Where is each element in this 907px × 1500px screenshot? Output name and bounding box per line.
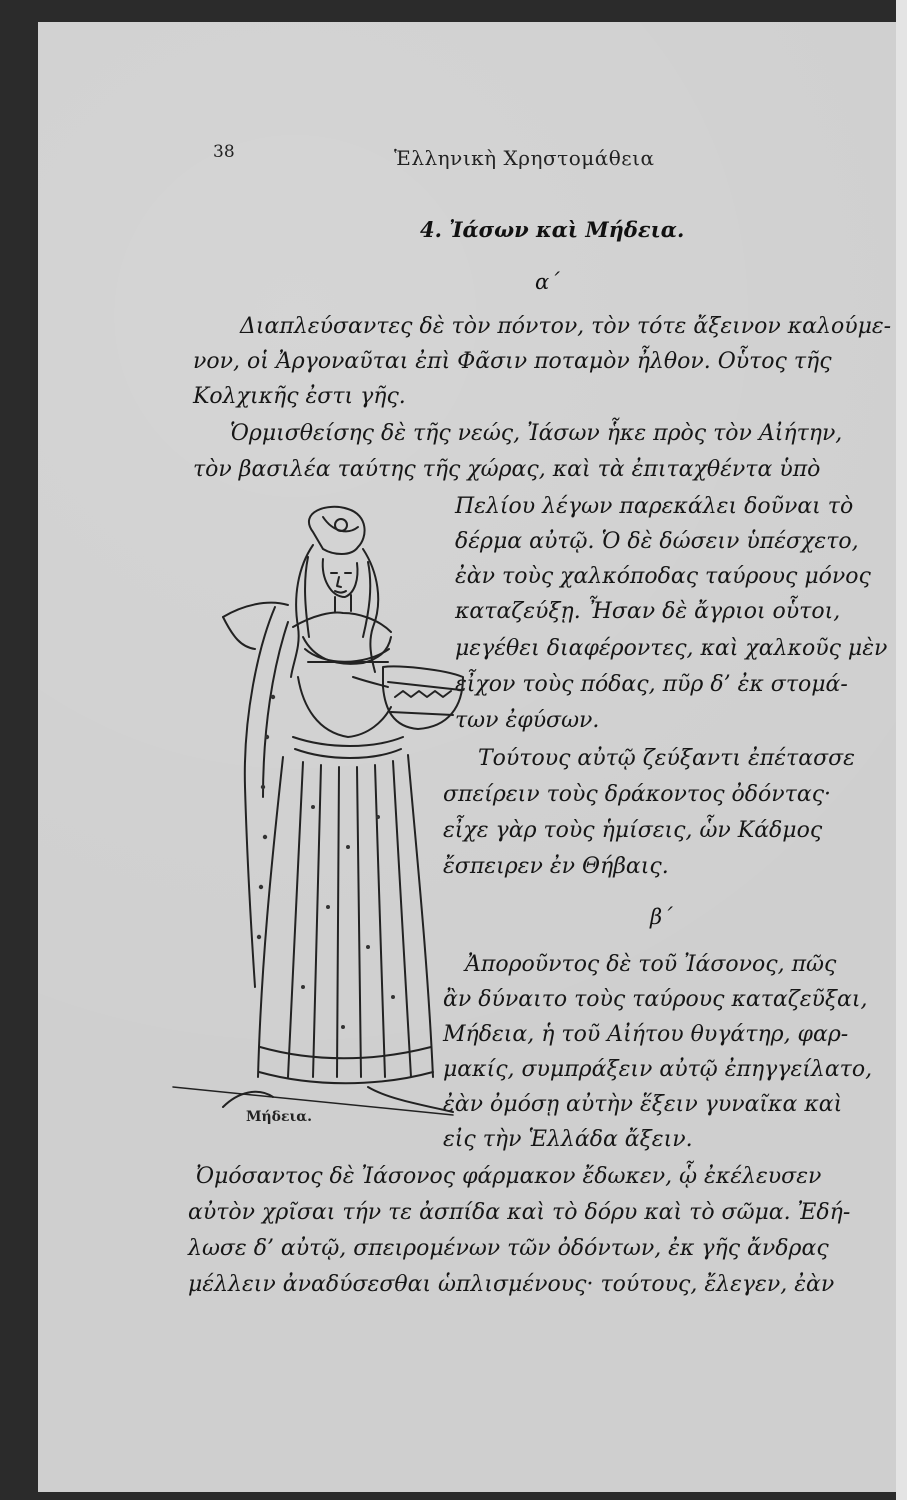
text-line: ἐὰν τοὺς χαλκόποδας ταύρους μόνος: [455, 564, 871, 589]
text-line: Διαπλεύσαντες δὲ τὸν πόντον, τὸν τότε ἄξεινον καλούμε-: [240, 314, 892, 339]
text-line: Μήδεια, ἡ τοῦ Αἰήτου θυγάτηρ, φαρ-: [443, 1022, 849, 1047]
figure-caption: Μήδεια.: [246, 1109, 312, 1125]
text-line: καταζεύξῃ. Ἦσαν δὲ ἄγριοι οὗτοι,: [455, 599, 841, 624]
text-line: εἶχε γὰρ τοὺς ἡμίσεις, ὧν Κάδμος: [443, 818, 823, 843]
adjacent-page-edge: [896, 0, 907, 1500]
text-line: δέρμα αὐτῷ. Ὁ δὲ δώσειν ὑπέσχετο,: [455, 529, 859, 554]
text-line: ἔσπειρεν ἐν Θήβαις.: [443, 854, 669, 879]
text-line: νον, οἱ Ἀργοναῦται ἐπὶ Φᾶσιν ποταμὸν ἦλθον. Οὗτος τῆς: [193, 349, 832, 374]
text-line: Κολχικῆς ἐστι γῆς.: [193, 384, 406, 409]
text-line: εἶχον τοὺς πόδας, πῦρ δ’ ἐκ στομά-: [455, 672, 848, 697]
text-line: αὐτὸν χρῖσαι τήν τε ἀσπίδα καὶ τὸ δόρυ καὶ τὸ σῶμα. Ἐδή-: [188, 1200, 851, 1225]
text-line: Ὀμόσαντος δὲ Ἰάσονος φάρμακον ἔδωκεν, ᾧ ἐκέλευσεν: [196, 1164, 822, 1189]
text-line: μέλλειν ἀναδύσεσθαι ὡπλισμένους· τούτους, ἔλεγεν, ἐὰν: [188, 1272, 835, 1297]
text-line: Τούτους αὐτῷ ζεύξαντι ἐπέτασσε: [478, 746, 855, 771]
text-line: Ἀποροῦντος δὲ τοῦ Ἰάσονος, πῶς: [465, 952, 837, 977]
medea-illustration: [163, 487, 468, 1137]
section-mark-beta: β΄: [650, 905, 673, 929]
text-line: λωσε δ’ αὐτῷ, σπειρομένων τῶν ὀδόντων, ἐκ γῆς ἄνδρας: [188, 1236, 829, 1261]
text-line: μακίς, συμπράξειν αὐτῷ ἐπηγγείλατο,: [443, 1057, 873, 1082]
text-line: ἂν δύναιτο τοὺς ταύρους καταζεῦξαι,: [443, 987, 868, 1012]
text-line: ἐὰν ὀμόσῃ αὐτὴν ἕξειν γυναῖκα καὶ: [443, 1092, 843, 1117]
text-line: μεγέθει διαφέροντες, καὶ χαλκοῦς μὲν: [455, 636, 888, 661]
text-line: των ἐφύσων.: [455, 708, 600, 733]
running-title: Ἑλληνικὴ Χρηστομάθεια: [394, 146, 655, 170]
text-line: τὸν βασιλέα ταύτης τῆς χώρας, καὶ τὰ ἐπιταχθέντα ὑπὸ: [193, 457, 821, 482]
text-line: σπείρειν τοὺς δράκοντος ὀδόντας·: [443, 782, 832, 807]
text-line: εἰς τὴν Ἑλλάδα ἄξειν.: [443, 1127, 693, 1152]
section-mark-alpha: α΄: [535, 270, 560, 294]
text-line: Ὁρμισθείσης δὲ τῆς νεώς, Ἰάσων ἧκε πρὸς τὸν Αἰήτην,: [230, 421, 843, 446]
page-number: 38: [213, 142, 235, 162]
book-page: [38, 22, 896, 1492]
text-line: Πελίου λέγων παρεκάλει δοῦναι τὸ: [455, 494, 854, 519]
chapter-title: 4. Ἰάσων καὶ Μήδεια.: [420, 217, 685, 242]
